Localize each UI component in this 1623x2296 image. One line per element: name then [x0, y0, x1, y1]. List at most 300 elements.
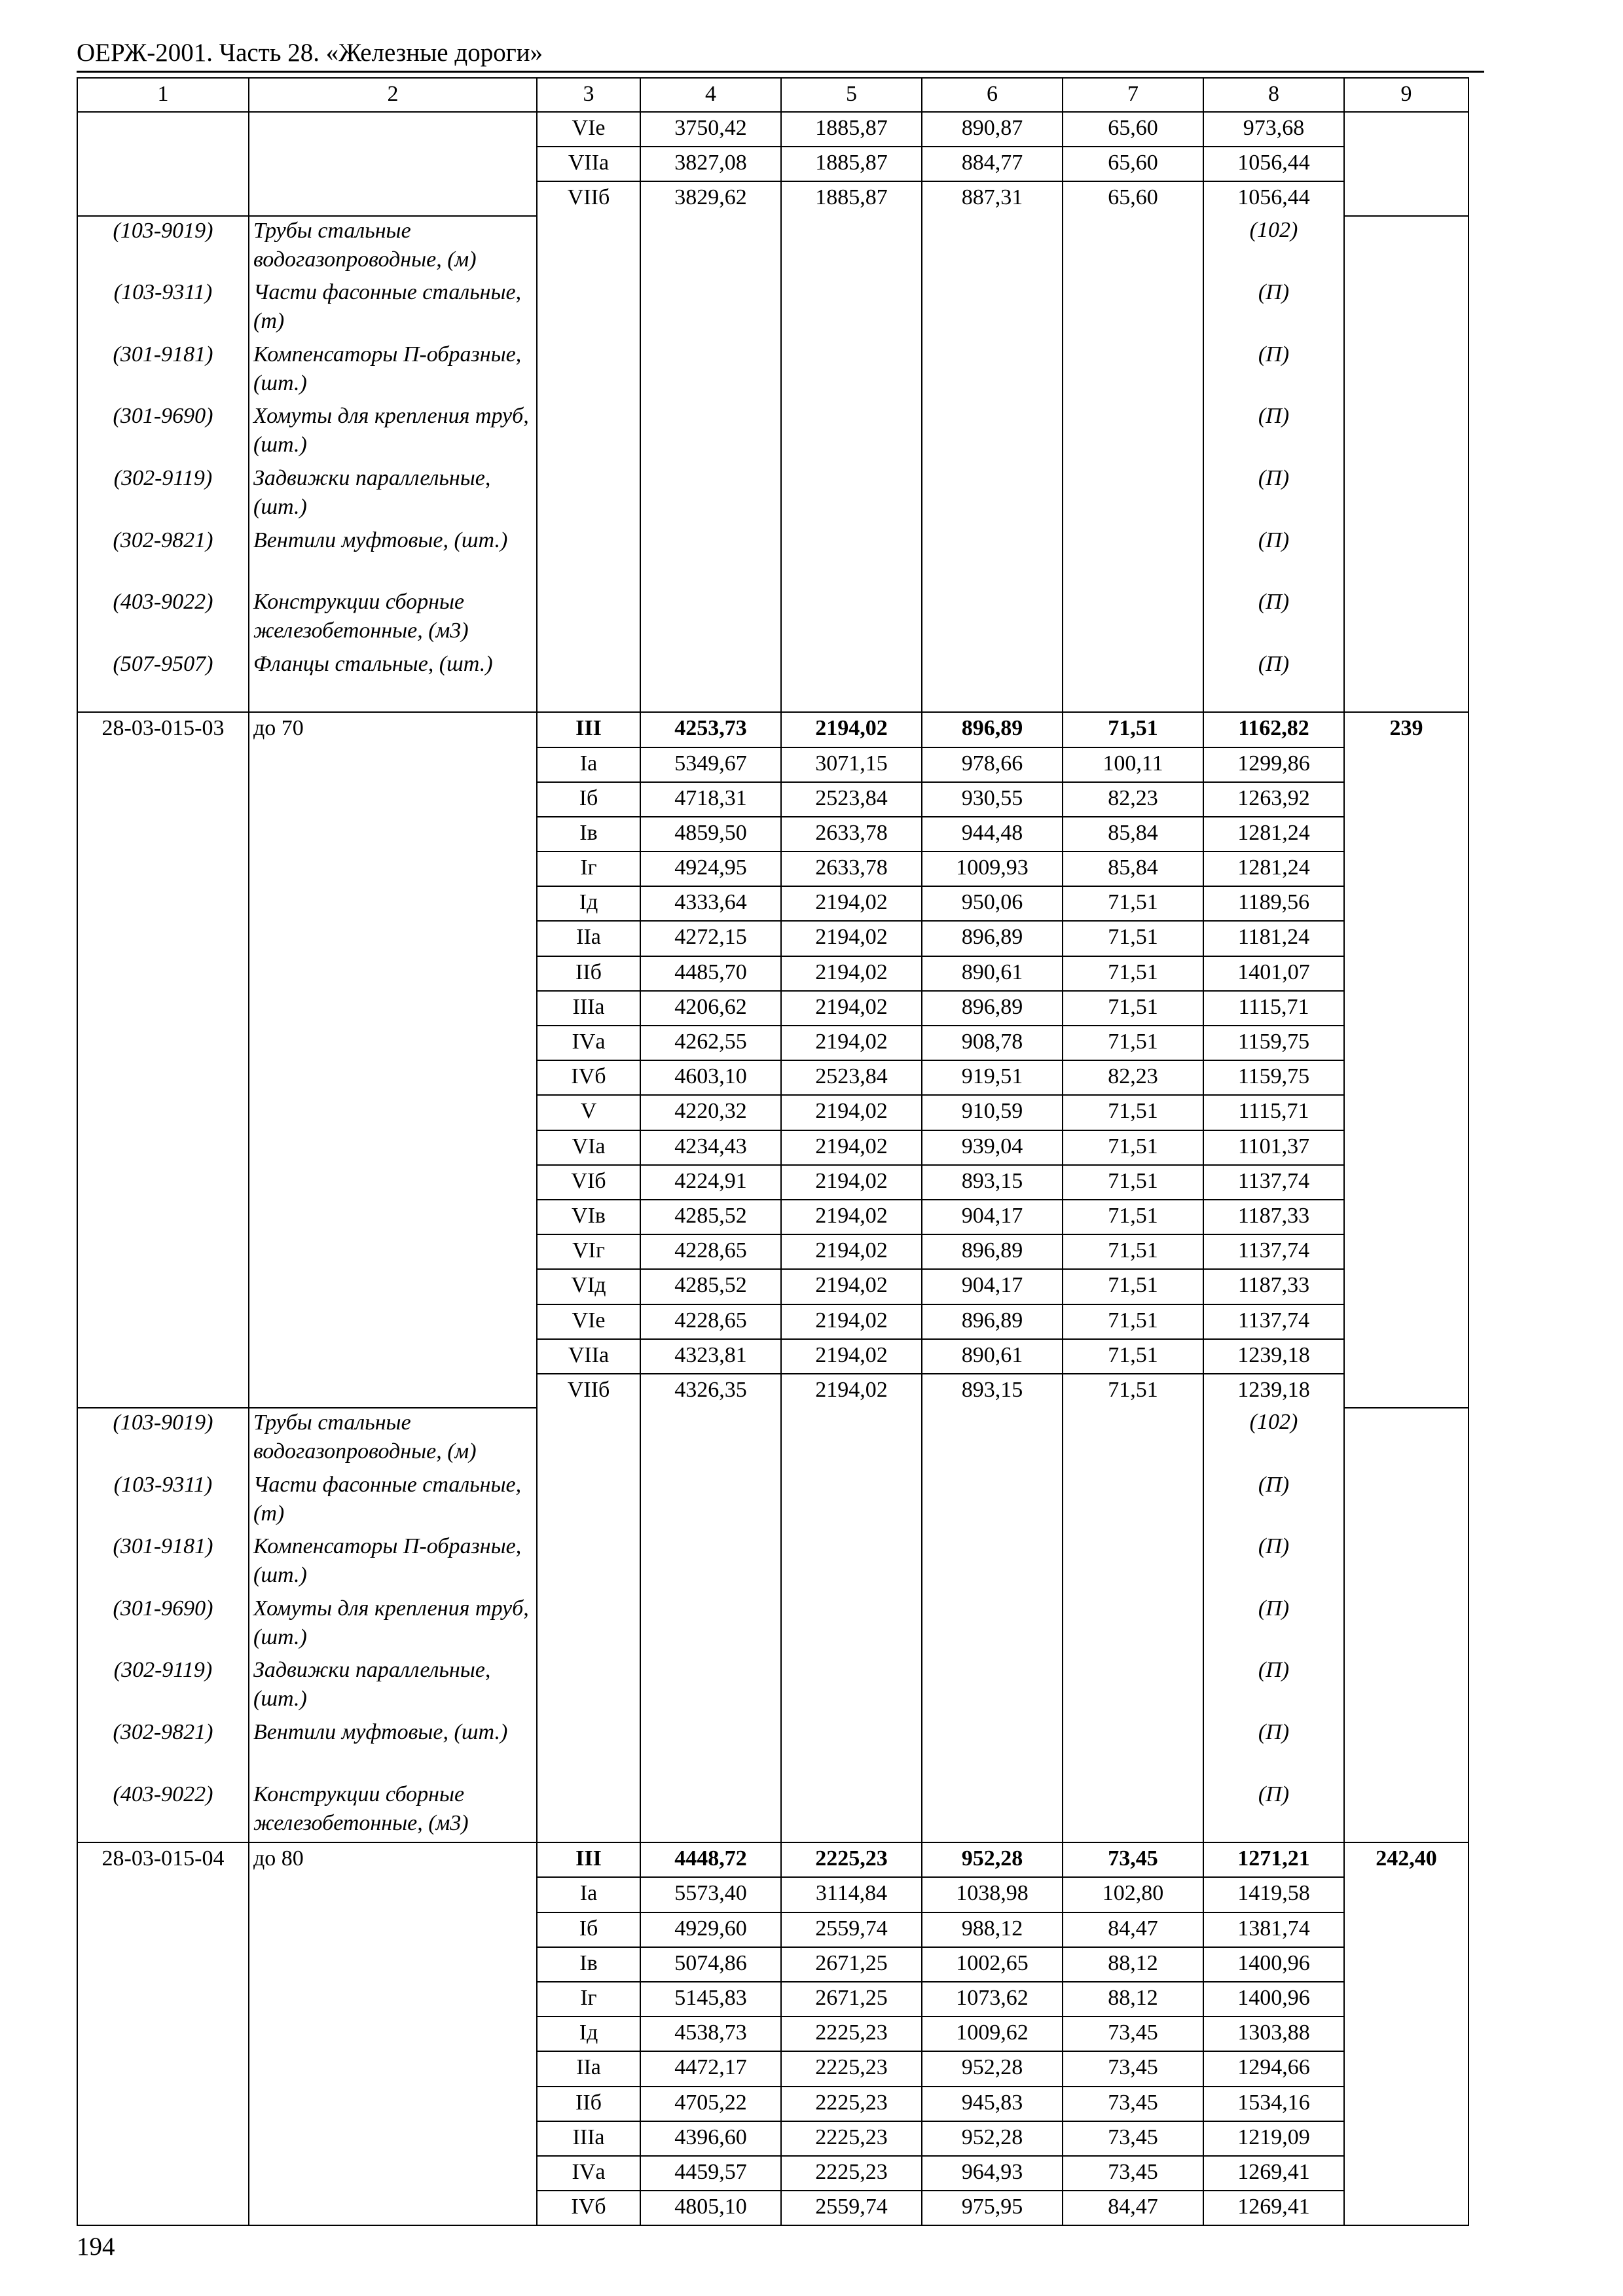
empty-cell [537, 650, 640, 713]
zone-cell: IIб [537, 956, 640, 991]
table-row [77, 1339, 1468, 1374]
table-row [77, 1947, 1468, 1982]
value-cell: 1159,75 [1203, 1026, 1344, 1060]
empty-cell [1344, 340, 1468, 403]
table-row [77, 1877, 1468, 1912]
material-code-cell: (301-9181) [77, 340, 249, 403]
value-cell: 73,45 [1063, 1842, 1203, 1877]
value-cell: 896,89 [922, 1234, 1063, 1269]
resource-cell [1344, 147, 1468, 181]
value-cell: 1885,87 [781, 112, 922, 147]
empty-cell [781, 216, 922, 279]
table-row [77, 1842, 1468, 1877]
value-cell: 2559,74 [781, 2191, 922, 2225]
value-cell: 71,51 [1063, 1374, 1203, 1408]
rate-name-cell [249, 1877, 537, 1912]
value-cell: 1303,88 [1203, 2017, 1344, 2051]
rate-code-cell [77, 782, 249, 817]
value-cell: 71,51 [1063, 1234, 1203, 1269]
column-header: 9 [1344, 78, 1468, 112]
rate-code-cell [77, 1982, 249, 2017]
resource-cell [1344, 852, 1468, 886]
table-row [77, 991, 1468, 1026]
resource-cell [1344, 181, 1468, 215]
rate-name-cell [249, 1269, 537, 1304]
value-cell: 4805,10 [640, 2191, 781, 2225]
material-name-cell: Задвижки параллельные, (шт.) [249, 1656, 537, 1718]
value-cell: 893,15 [922, 1374, 1063, 1408]
column-header-row [77, 78, 1468, 112]
zone-cell: Iд [537, 2017, 640, 2051]
value-cell: 950,06 [922, 886, 1063, 921]
value-cell: 975,95 [922, 2191, 1063, 2225]
resource-cell [1344, 1982, 1468, 2017]
rate-name-cell [249, 956, 537, 991]
page-number: 194 [77, 2233, 115, 2261]
value-cell: 71,51 [1063, 991, 1203, 1026]
empty-cell [781, 1532, 922, 1594]
value-cell: 890,61 [922, 1339, 1063, 1374]
value-cell: 1181,24 [1203, 921, 1344, 956]
rate-name-cell [249, 1095, 537, 1130]
material-name-cell: Конструкции сборные железобетонные, (м3) [249, 1780, 537, 1843]
rate-name-cell [249, 1165, 537, 1200]
rate-code-cell [77, 852, 249, 886]
empty-cell [640, 526, 781, 588]
material-code-cell: (302-9119) [77, 1656, 249, 1718]
value-cell: 73,45 [1063, 2156, 1203, 2191]
value-cell: 88,12 [1063, 1982, 1203, 2017]
resource-cell [1344, 1912, 1468, 1947]
resource-cell [1344, 921, 1468, 956]
rate-name-cell: до 80 [249, 1842, 537, 1877]
value-cell: 4485,70 [640, 956, 781, 991]
value-cell: 71,51 [1063, 886, 1203, 921]
value-cell: 1294,66 [1203, 2051, 1344, 2086]
empty-cell [1344, 1408, 1468, 1471]
value-cell: 73,45 [1063, 2051, 1203, 2086]
material-row [77, 1408, 1468, 1471]
material-code-cell: (103-9019) [77, 216, 249, 279]
zone-cell: VIа [537, 1130, 640, 1165]
empty-cell [1063, 464, 1203, 526]
empty-cell [922, 278, 1063, 340]
empty-cell [537, 526, 640, 588]
zone-cell: III [537, 1842, 640, 1877]
material-value-cell: (П) [1203, 1718, 1344, 1780]
table-row [77, 2191, 1468, 2225]
value-cell: 65,60 [1063, 147, 1203, 181]
empty-cell [922, 1780, 1063, 1843]
empty-cell [781, 1780, 922, 1843]
resource-cell [1344, 1165, 1468, 1200]
value-cell: 4326,35 [640, 1374, 781, 1408]
material-code-cell: (302-9119) [77, 464, 249, 526]
value-cell: 71,51 [1063, 1095, 1203, 1130]
rate-code-cell [77, 2051, 249, 2086]
value-cell: 4323,81 [640, 1339, 781, 1374]
empty-cell [537, 402, 640, 464]
table-row [77, 852, 1468, 886]
rate-code-cell [77, 2191, 249, 2225]
material-value-cell: (П) [1203, 526, 1344, 588]
value-cell: 945,83 [922, 2087, 1063, 2121]
value-cell: 82,23 [1063, 782, 1203, 817]
table-row [77, 921, 1468, 956]
value-cell: 1038,98 [922, 1877, 1063, 1912]
resource-cell [1344, 1947, 1468, 1982]
zone-cell: Iг [537, 1982, 640, 2017]
value-cell: 2523,84 [781, 1060, 922, 1095]
value-cell: 1002,65 [922, 1947, 1063, 1982]
table-row [77, 782, 1468, 817]
value-cell: 919,51 [922, 1060, 1063, 1095]
zone-cell: VIе [537, 1304, 640, 1339]
value-cell: 5145,83 [640, 1982, 781, 2017]
rate-name-cell [249, 1026, 537, 1060]
empty-cell [922, 1718, 1063, 1780]
table-row [77, 147, 1468, 181]
empty-cell [781, 526, 922, 588]
value-cell: 1137,74 [1203, 1165, 1344, 1200]
material-code-cell: (301-9690) [77, 402, 249, 464]
rate-name-cell [249, 2156, 537, 2191]
value-cell: 3071,15 [781, 747, 922, 782]
empty-cell [781, 588, 922, 650]
rate-code-cell [77, 1200, 249, 1234]
empty-cell [640, 402, 781, 464]
value-cell: 4224,91 [640, 1165, 781, 1200]
value-cell: 1009,62 [922, 2017, 1063, 2051]
value-cell: 3114,84 [781, 1877, 922, 1912]
rate-code-cell [77, 1060, 249, 1095]
value-cell: 3750,42 [640, 112, 781, 147]
empty-cell [781, 650, 922, 713]
material-code-cell: (403-9022) [77, 1780, 249, 1843]
value-cell: 1534,16 [1203, 2087, 1344, 2121]
rate-code-cell [77, 1234, 249, 1269]
resource-cell [1344, 1374, 1468, 1408]
document-header: ОЕРЖ-2001. Часть 28. «Железные дороги» [77, 39, 543, 67]
value-cell: 1219,09 [1203, 2121, 1344, 2156]
value-cell: 2225,23 [781, 2051, 922, 2086]
empty-cell [640, 278, 781, 340]
empty-cell [640, 1408, 781, 1471]
resource-cell [1344, 956, 1468, 991]
value-cell: 4220,32 [640, 1095, 781, 1130]
resource-cell [1344, 1130, 1468, 1165]
value-cell: 4285,52 [640, 1269, 781, 1304]
value-cell: 73,45 [1063, 2087, 1203, 2121]
table-row [77, 112, 1468, 147]
value-cell: 2523,84 [781, 782, 922, 817]
material-name-cell: Трубы стальные водогазопроводные, (м) [249, 1408, 537, 1471]
empty-cell [1344, 1656, 1468, 1718]
material-row [77, 1780, 1468, 1843]
value-cell: 2194,02 [781, 1234, 922, 1269]
material-name-cell: Конструкции сборные железобетонные, (м3) [249, 588, 537, 650]
value-cell: 4228,65 [640, 1304, 781, 1339]
material-row [77, 526, 1468, 588]
material-row [77, 1594, 1468, 1657]
resource-cell [1344, 2191, 1468, 2225]
resource-cell [1344, 991, 1468, 1026]
empty-cell [1344, 216, 1468, 279]
value-cell: 1281,24 [1203, 852, 1344, 886]
rate-name-cell [249, 2087, 537, 2121]
table-row [77, 817, 1468, 852]
value-cell: 73,45 [1063, 2121, 1203, 2156]
value-cell: 4924,95 [640, 852, 781, 886]
value-cell: 2194,02 [781, 956, 922, 991]
column-header: 3 [537, 78, 640, 112]
rate-code-cell [77, 1269, 249, 1304]
value-cell: 944,48 [922, 817, 1063, 852]
value-cell: 71,51 [1063, 956, 1203, 991]
value-cell: 2225,23 [781, 2017, 922, 2051]
value-cell: 4859,50 [640, 817, 781, 852]
rate-name-cell [249, 1912, 537, 1947]
empty-cell [1344, 1718, 1468, 1780]
value-cell: 2194,02 [781, 1200, 922, 1234]
table-row [77, 2051, 1468, 2086]
material-code-cell: (302-9821) [77, 1718, 249, 1780]
empty-cell [537, 1718, 640, 1780]
value-cell: 904,17 [922, 1200, 1063, 1234]
table-row [77, 2121, 1468, 2156]
value-cell: 1056,44 [1203, 181, 1344, 215]
empty-cell [922, 588, 1063, 650]
table-row [77, 886, 1468, 921]
rate-name-cell [249, 1982, 537, 2017]
value-cell: 4333,64 [640, 886, 781, 921]
empty-cell [1344, 278, 1468, 340]
rate-name-cell [249, 1200, 537, 1234]
resource-cell [1344, 1877, 1468, 1912]
rate-name-cell [249, 147, 537, 181]
rate-code-cell [77, 1026, 249, 1060]
material-row [77, 1656, 1468, 1718]
value-cell: 1419,58 [1203, 1877, 1344, 1912]
empty-cell [1063, 1656, 1203, 1718]
value-cell: 4538,73 [640, 2017, 781, 2051]
empty-cell [537, 588, 640, 650]
table-row [77, 1026, 1468, 1060]
value-cell: 71,51 [1063, 712, 1203, 747]
material-value-cell: (П) [1203, 1471, 1344, 1533]
material-name-cell: Компенсаторы П-образные, (шт.) [249, 340, 537, 403]
material-row [77, 216, 1468, 279]
rate-name-cell [249, 747, 537, 782]
rate-name-cell [249, 2017, 537, 2051]
value-cell: 1115,71 [1203, 991, 1344, 1026]
value-cell: 2559,74 [781, 1912, 922, 1947]
value-cell: 1056,44 [1203, 147, 1344, 181]
material-value-cell: (П) [1203, 588, 1344, 650]
empty-cell [640, 1594, 781, 1657]
material-code-cell: (403-9022) [77, 588, 249, 650]
value-cell: 4705,22 [640, 2087, 781, 2121]
table-row [77, 747, 1468, 782]
value-cell: 88,12 [1063, 1947, 1203, 1982]
value-cell: 2194,02 [781, 1269, 922, 1304]
material-code-cell: (301-9690) [77, 1594, 249, 1657]
rate-code-cell [77, 886, 249, 921]
zone-cell: IVб [537, 2191, 640, 2225]
value-cell: 102,80 [1063, 1877, 1203, 1912]
table-row [77, 1130, 1468, 1165]
zone-cell: Iд [537, 886, 640, 921]
rate-name-cell [249, 1374, 537, 1408]
material-row [77, 402, 1468, 464]
zone-cell: Iа [537, 747, 640, 782]
rate-code-cell [77, 747, 249, 782]
zone-cell: VIд [537, 1269, 640, 1304]
value-cell: 988,12 [922, 1912, 1063, 1947]
empty-cell [537, 216, 640, 279]
value-cell: 1381,74 [1203, 1912, 1344, 1947]
rate-name-cell [249, 1304, 537, 1339]
value-cell: 1162,82 [1203, 712, 1344, 747]
material-value-cell: (П) [1203, 1656, 1344, 1718]
value-cell: 930,55 [922, 782, 1063, 817]
material-value-cell: (П) [1203, 278, 1344, 340]
rate-code-cell: 28-03-015-03 [77, 712, 249, 747]
empty-cell [922, 340, 1063, 403]
value-cell: 1159,75 [1203, 1060, 1344, 1095]
column-header: 1 [77, 78, 249, 112]
value-cell: 4262,55 [640, 1026, 781, 1060]
empty-cell [537, 1594, 640, 1657]
value-cell: 2194,02 [781, 1130, 922, 1165]
rate-code-cell [77, 1912, 249, 1947]
zone-cell: VIв [537, 1200, 640, 1234]
table-row [77, 1060, 1468, 1095]
rate-name-cell [249, 1130, 537, 1165]
empty-cell [1063, 650, 1203, 713]
value-cell: 4448,72 [640, 1842, 781, 1877]
value-cell: 1187,33 [1203, 1269, 1344, 1304]
value-cell: 1885,87 [781, 147, 922, 181]
empty-cell [922, 1408, 1063, 1471]
empty-cell [537, 1656, 640, 1718]
rate-code-cell [77, 2156, 249, 2191]
rate-name-cell [249, 1234, 537, 1269]
empty-cell [640, 340, 781, 403]
rate-code-cell [77, 112, 249, 147]
value-cell: 952,28 [922, 2051, 1063, 2086]
empty-cell [640, 216, 781, 279]
rate-code-cell [77, 1304, 249, 1339]
value-cell: 1263,92 [1203, 782, 1344, 817]
zone-cell: Iб [537, 1912, 640, 1947]
empty-cell [1344, 588, 1468, 650]
material-value-cell: (П) [1203, 1780, 1344, 1843]
zone-cell: VIIа [537, 1339, 640, 1374]
empty-cell [1063, 1532, 1203, 1594]
zone-cell: VIб [537, 1165, 640, 1200]
table-row [77, 1095, 1468, 1130]
empty-cell [1344, 402, 1468, 464]
value-cell: 890,87 [922, 112, 1063, 147]
rate-name-cell [249, 2121, 537, 2156]
rate-code-cell [77, 817, 249, 852]
rate-code-cell [77, 1877, 249, 1912]
material-code-cell: (302-9821) [77, 526, 249, 588]
empty-cell [1063, 1408, 1203, 1471]
value-cell: 65,60 [1063, 181, 1203, 215]
value-cell: 896,89 [922, 921, 1063, 956]
empty-cell [781, 1718, 922, 1780]
empty-cell [640, 1718, 781, 1780]
value-cell: 1400,96 [1203, 1982, 1344, 2017]
rate-name-cell [249, 886, 537, 921]
resource-cell [1344, 1060, 1468, 1095]
value-cell: 4472,17 [640, 2051, 781, 2086]
value-cell: 896,89 [922, 1304, 1063, 1339]
rate-code-cell [77, 1947, 249, 1982]
column-header: 2 [249, 78, 537, 112]
rate-code-cell [77, 921, 249, 956]
resource-cell [1344, 2017, 1468, 2051]
empty-cell [1344, 650, 1468, 713]
resource-cell [1344, 1339, 1468, 1374]
empty-cell [537, 464, 640, 526]
column-header: 6 [922, 78, 1063, 112]
resource-cell [1344, 1200, 1468, 1234]
empty-cell [1344, 526, 1468, 588]
value-cell: 4718,31 [640, 782, 781, 817]
zone-cell: IIб [537, 2087, 640, 2121]
value-cell: 3827,08 [640, 147, 781, 181]
value-cell: 2194,02 [781, 1095, 922, 1130]
empty-cell [922, 402, 1063, 464]
table-row [77, 1982, 1468, 2017]
value-cell: 84,47 [1063, 2191, 1203, 2225]
value-cell: 1189,56 [1203, 886, 1344, 921]
material-row [77, 588, 1468, 650]
empty-cell [640, 1532, 781, 1594]
value-cell: 973,68 [1203, 112, 1344, 147]
table-row [77, 181, 1468, 215]
value-cell: 1137,74 [1203, 1234, 1344, 1269]
resource-cell [1344, 1269, 1468, 1304]
material-row [77, 650, 1468, 713]
header-rule [77, 71, 1484, 73]
value-cell: 4603,10 [640, 1060, 781, 1095]
rate-name-cell [249, 2191, 537, 2225]
value-cell: 4285,52 [640, 1200, 781, 1234]
value-cell: 2194,02 [781, 991, 922, 1026]
empty-cell [781, 278, 922, 340]
resource-cell: 242,40 [1344, 1842, 1468, 1877]
value-cell: 1187,33 [1203, 1200, 1344, 1234]
value-cell: 1101,37 [1203, 1130, 1344, 1165]
value-cell: 1269,41 [1203, 2156, 1344, 2191]
zone-cell: IVа [537, 2156, 640, 2191]
rates-table [77, 77, 1469, 2226]
material-name-cell: Хомуты для крепления труб, (шт.) [249, 1594, 537, 1657]
rate-code-cell: 28-03-015-04 [77, 1842, 249, 1877]
empty-cell [781, 340, 922, 403]
value-cell: 4234,43 [640, 1130, 781, 1165]
value-cell: 71,51 [1063, 1304, 1203, 1339]
table-row [77, 1234, 1468, 1269]
value-cell: 896,89 [922, 712, 1063, 747]
material-value-cell: (102) [1203, 216, 1344, 279]
empty-cell [1063, 1780, 1203, 1843]
value-cell: 887,31 [922, 181, 1063, 215]
